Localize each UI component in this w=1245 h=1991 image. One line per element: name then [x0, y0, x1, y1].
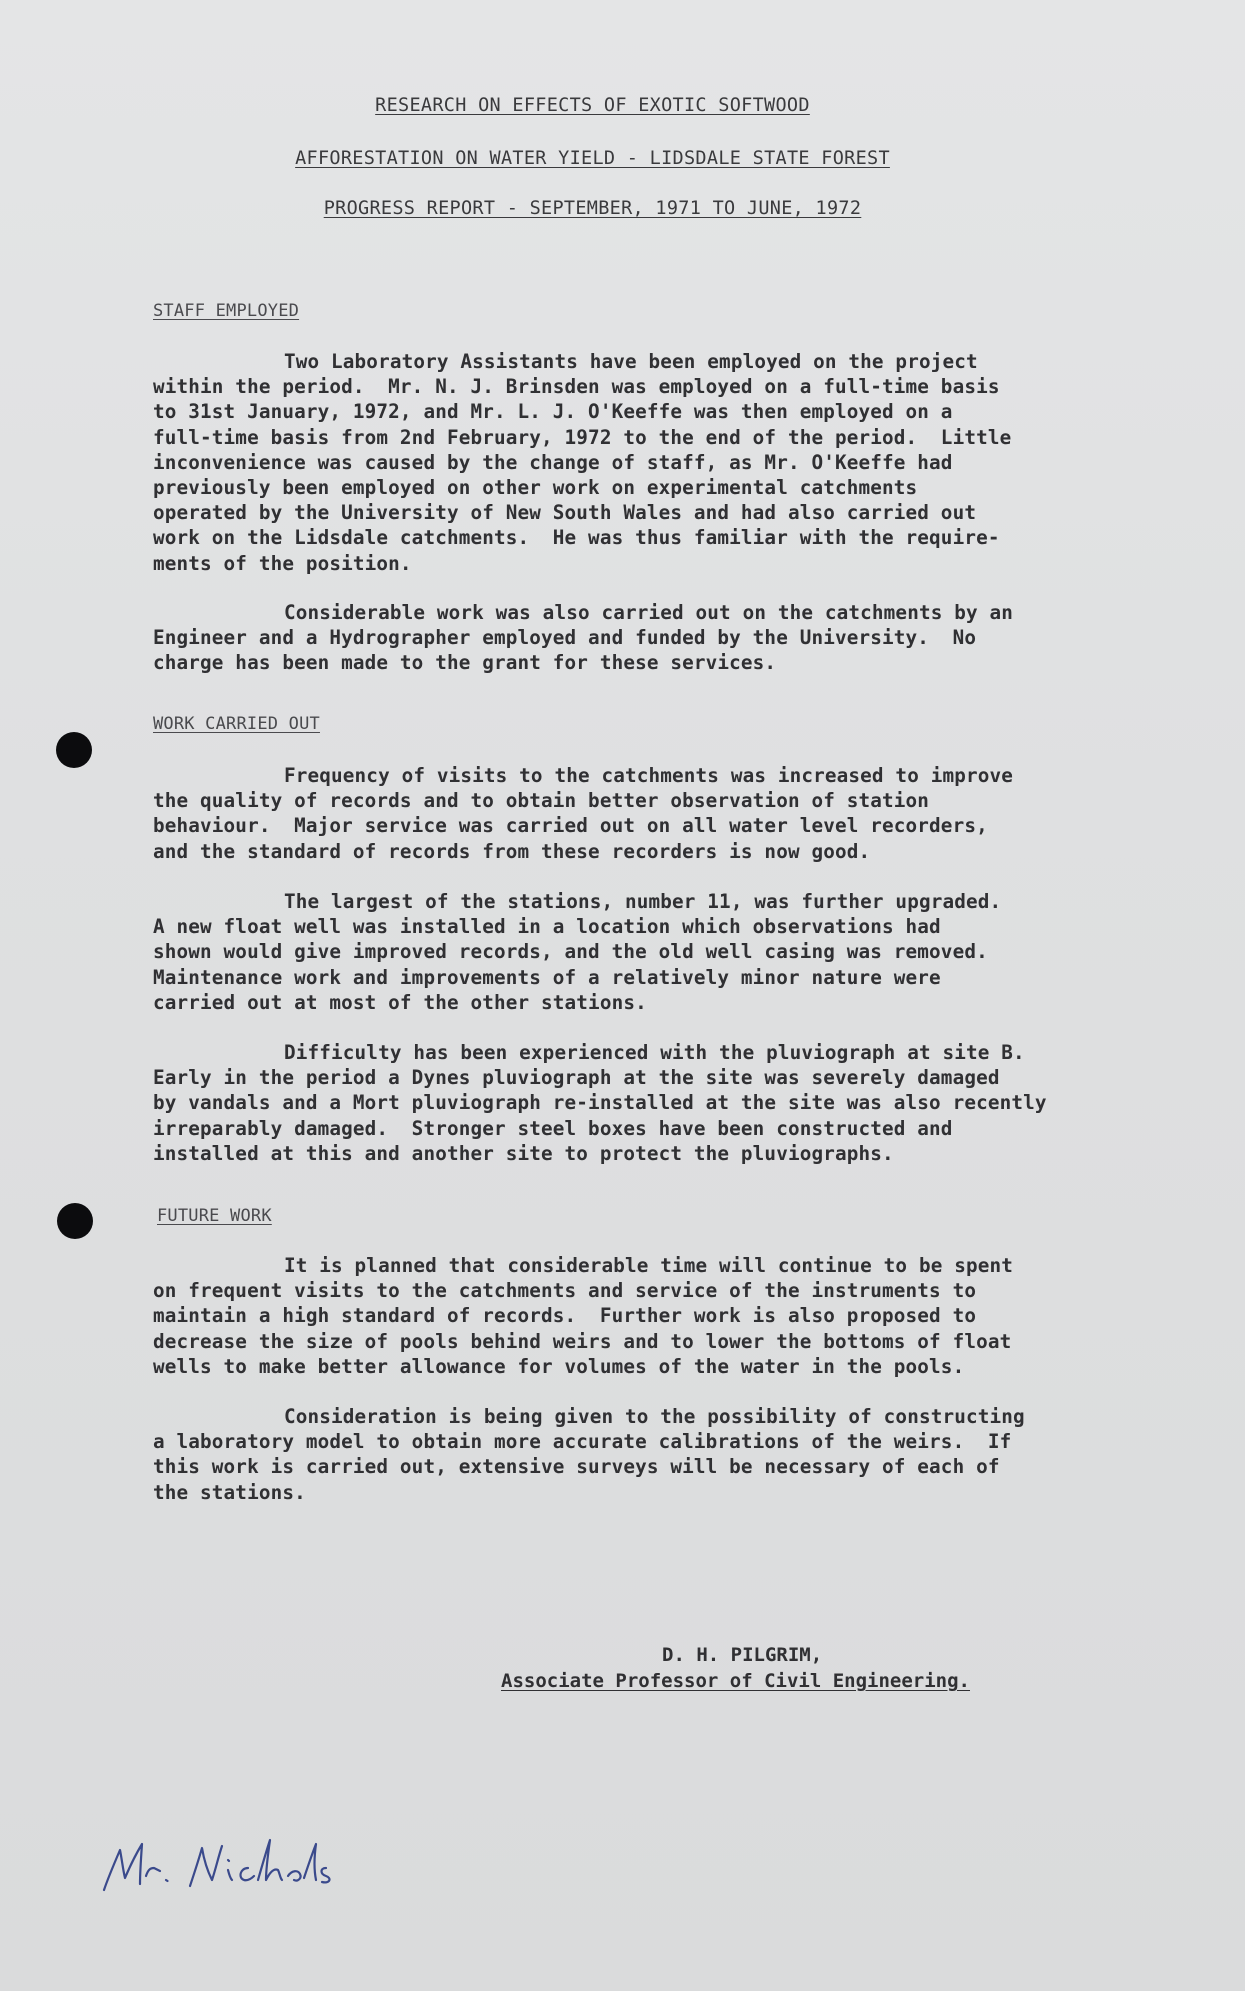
work-paragraph-3	[153, 1040, 1113, 1166]
staff-paragraph-2-text: Considerable work was also carried out on the catchments by an Engineer and a Hydrographer employed and funded by the University. No charge has been made to the grant for these services.	[153, 601, 1014, 675]
signature-title: Associate Professor of Civil Engineering.	[501, 1670, 970, 1692]
punch-hole-upper	[56, 732, 92, 768]
future-paragraph-1-text: It is planned that considerable time will continue to be spent on frequent visits to the catchments and service of the instruments to maintain a high standard of records. Further work is also proposed to decrease the size of pools behind weirs and to lower the bottoms of float wells to make better allowance for volumes of the water in the pools.	[153, 1254, 1014, 1378]
work-paragraph-1-text: Frequency of visits to the catchments was increased to improve the quality of records and to obtain better observation of station behaviour. Major service was carried out on all water level recorders, and the standard of records from these recorders is now good.	[153, 764, 1014, 863]
signature-name: D. H. PILGRIM,	[662, 1644, 823, 1666]
report-title-line-1: RESEARCH ON EFFECTS OF EXOTIC SOFTWOOD	[375, 95, 810, 116]
future-paragraph-1	[153, 1253, 1113, 1379]
future-paragraph-2-text: Consideration is being given to the possibility of constructing a laboratory model to obtain more accurate calibrations of the weirs. If this work is carried out, extensive surveys will be necessary of each of the stations.	[153, 1405, 1025, 1504]
work-paragraph-1	[153, 763, 1113, 864]
work-paragraph-2-text: The largest of the stations, number 11, was further upgraded. A new float well was installed in a location which observations had shown would give improved records, and the old well casing was removed. Maintenance work and improvements of a relatively minor nature were carried out at most of the other stations.	[153, 890, 1002, 1014]
work-paragraph-3-text: Difficulty has been experienced with the pluviograph at site B. Early in the period a Dynes pluviograph at the site was severely damaged by vandals and a Mort pluviograph re-installed at the site was also recently irreparably damaged. Stronger steel boxes have been constructed and installed at this and another site to protect the pluviographs.	[153, 1041, 1047, 1165]
handwritten-note	[98, 1826, 378, 1920]
staff-paragraph-2	[153, 600, 1113, 676]
report-title-line-2: AFFORESTATION ON WATER YIELD - LIDSDALE STATE FOREST	[295, 148, 890, 169]
handwritten-signature-graphic	[98, 1826, 378, 1916]
work-paragraph-2	[153, 889, 1113, 1015]
future-paragraph-2	[153, 1404, 1113, 1505]
staff-paragraph-1	[153, 349, 1113, 576]
report-title-line-3: PROGRESS REPORT - SEPTEMBER, 1971 TO JUNE, 1972	[323, 198, 862, 219]
section-heading-future-work: FUTURE WORK	[157, 1206, 272, 1226]
punch-hole-lower	[57, 1203, 93, 1239]
section-heading-staff-employed: STAFF EMPLOYED	[153, 301, 300, 321]
staff-paragraph-1-text: Two Laboratory Assistants have been employed on the project within the period. Mr. N. J. Brinsden was employed on a full-time basis to 31st January, 1972, and Mr. L. J. O'Keeffe was then employed on a full-time basis from 2nd February, 1972 to the end of the period. Little inconvenience was caused by the change of staff, as Mr. O'Keeffe had previously been employed on other work on experimental catchments operated by the University of New South Wales and had also carried out work on the Lidsdale catchments. He was thus familiar with the require- ments of the position.	[153, 350, 1012, 575]
section-heading-work-carried-out: WORK CARRIED OUT	[153, 714, 320, 734]
